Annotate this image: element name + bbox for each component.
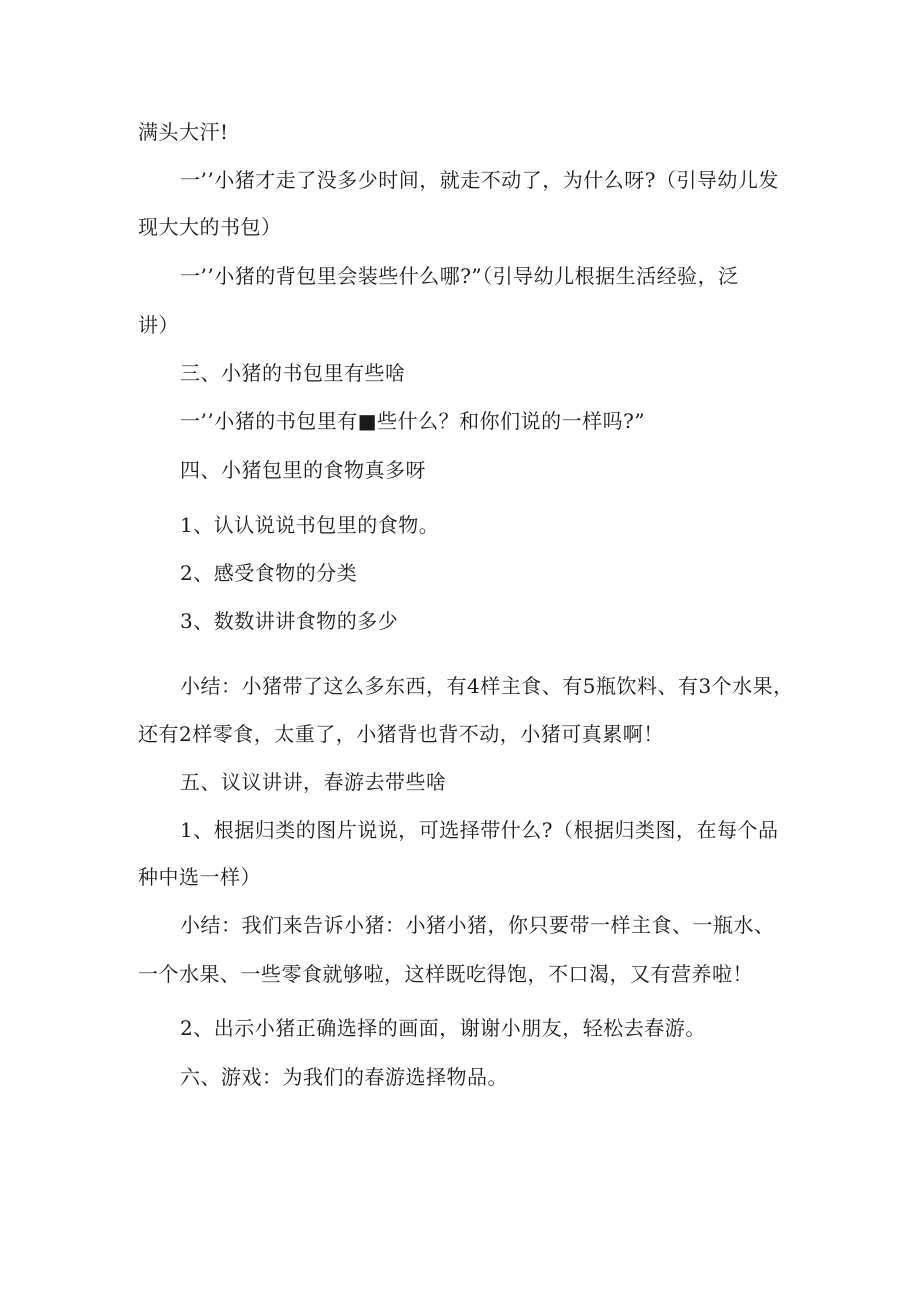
text-line: 一’’小猪的背包里会装些什么哪?”（引导幼儿根据生活经验，泛 [180, 264, 739, 288]
text-line: 种中选一样） [138, 865, 261, 889]
section-heading: 六、游戏：为我们的春游选择物品。 [180, 1065, 508, 1089]
list-item: 2、感受食物的分类 [180, 561, 358, 585]
summary-line: 小结：小猪带了这么多东西，有4样主食、有5瓶饮料、有3个水果， [180, 674, 794, 698]
section-heading: 四、小猪包里的食物真多呀 [180, 458, 426, 482]
summary-line: 还有2样零食，太重了，小猪背也背不动，小猪可真累啊！ [138, 722, 664, 746]
summary-line: 小结：我们来告诉小猪：小猪小猪，你只要带一样主食、一瓶水、 [180, 913, 775, 937]
text-line: 一’’小猪才走了没多少时间，就走不动了，为什么呀?（引导幼儿发 [180, 168, 779, 192]
list-item: 1、认认说说书包里的食物。 [180, 513, 440, 537]
text-line: 满头大汗! [138, 120, 229, 144]
list-item: 1、根据归类的图片说说，可选择带什么?（根据归类图，在每个品 [180, 818, 779, 842]
section-heading: 五、议议讲讲，春游去带些啥 [180, 770, 447, 794]
section-heading: 三、小猪的书包里有些啥 [180, 361, 406, 385]
list-item: 3、数数讲讲食物的多少 [180, 609, 399, 633]
text-line: 现大大的书包） [138, 215, 282, 239]
text-line: 讲） [138, 313, 179, 337]
summary-line: 一个水果、一些零食就够啦，这样既吃得饱，不口渴，又有营养啦！ [138, 962, 753, 986]
list-item: 2、出示小猪正确选择的画面，谢谢小朋友，轻松去春游。 [180, 1016, 706, 1040]
text-line: 一’’小猪的书包里有■些什么？和你们说的一样吗?” [180, 409, 646, 433]
